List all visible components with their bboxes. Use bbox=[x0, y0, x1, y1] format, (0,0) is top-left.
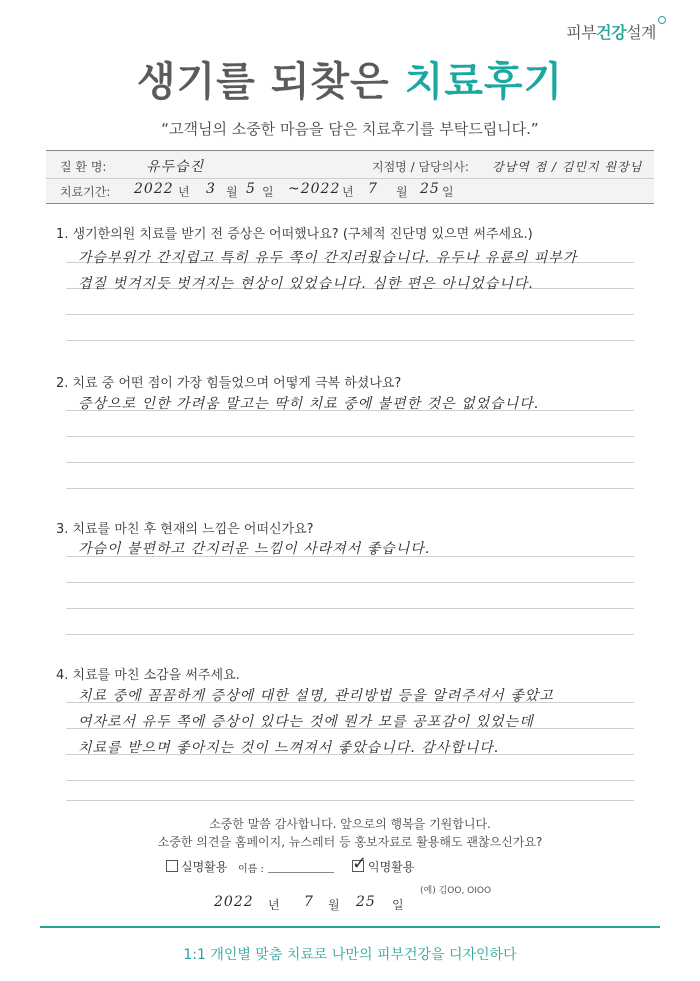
end-year[interactable]: ~2022 bbox=[288, 181, 341, 197]
signed-month[interactable]: 7 bbox=[304, 894, 314, 910]
closing-line-2: 소중한 의견을 홈페이지, 뉴스레터 등 홍보자료로 활용해도 괜찮으신가요? bbox=[157, 835, 543, 849]
period-label: 치료기간: bbox=[60, 185, 111, 199]
question-3: 3. 치료를 마친 후 현재의 느낌은 어떠신가요? bbox=[56, 522, 314, 537]
title-accent: 치료후기 bbox=[404, 59, 564, 105]
end-month-unit: 월 bbox=[396, 185, 408, 199]
footer-slogan: 1:1 개인별 맞춤 치료로 나만의 피부건강을 디자인하다 bbox=[183, 947, 517, 963]
info-row-period bbox=[46, 178, 654, 203]
page-title bbox=[0, 50, 700, 107]
closing-line-1: 소중한 말씀 감사합니다. 앞으로의 행복을 기원합니다. bbox=[209, 817, 491, 831]
answer-4-line-3: 치료를 받으며 좋아지는 것이 느껴져서 좋았습니다. 감사합니다. bbox=[78, 740, 500, 756]
ruled-line bbox=[66, 340, 634, 341]
ruled-line bbox=[66, 608, 634, 609]
start-month-unit: 월 bbox=[226, 185, 238, 199]
info-box bbox=[46, 150, 654, 204]
question-2: 2. 치료 중 어떤 점이 가장 힘들었으며 어떻게 극복 하셨나요? bbox=[56, 376, 402, 391]
answer-1-line-2: 겹질 벗겨지듯 벗겨지는 현상이 있었습니다. 심한 편은 아니었습니다. bbox=[78, 276, 534, 292]
ruled-line bbox=[66, 780, 634, 781]
anonymous-checkbox[interactable] bbox=[352, 853, 368, 874]
start-year[interactable]: 2022 bbox=[134, 181, 174, 197]
name-field-line[interactable] bbox=[268, 872, 334, 873]
brand-highlight: 건강 bbox=[596, 23, 627, 42]
brand-logo bbox=[566, 20, 656, 43]
brand-dot-icon bbox=[658, 16, 666, 24]
name-field-label: 이름 : bbox=[238, 864, 264, 875]
question-1: 1. 생기한의원 치료를 받기 전 증상은 어떠했나요? (구체적 진단명 있으면 써주세요.) bbox=[56, 227, 533, 242]
answer-4-line-2: 여자로서 유두 쪽에 증상이 있다는 것에 뭔가 모를 공포감이 있었는데 bbox=[78, 714, 534, 730]
end-year-unit: 년 bbox=[342, 185, 354, 199]
patient-label: 질 환 명: bbox=[60, 160, 107, 174]
clinic-label: 지점명 / 담당의사: bbox=[372, 160, 469, 174]
ruled-line bbox=[66, 634, 634, 635]
start-day[interactable]: 5 bbox=[246, 181, 256, 197]
answer-1-line-1: 가슴부위가 간지럽고 특히 유두 쪽이 간지러웠습니다. 유두나 유륜의 피부가 bbox=[78, 250, 578, 266]
info-row-patient bbox=[46, 153, 654, 179]
start-day-unit: 일 bbox=[262, 185, 274, 199]
real-name-checkbox[interactable] bbox=[166, 860, 178, 872]
title-main: 생기를 되찾은 bbox=[136, 59, 405, 105]
answer-4-line-1: 치료 중에 꼼꼼하게 증상에 대한 설명, 관리방법 등을 알려주셔서 좋았고 bbox=[78, 688, 554, 704]
brand-suffix: 설계 bbox=[626, 23, 656, 42]
ruled-line bbox=[66, 488, 634, 489]
patient-value[interactable]: 유두습진 bbox=[146, 159, 205, 175]
real-name-label: 실명활용 bbox=[181, 860, 228, 874]
page-subtitle: “고객님의 소중한 마음을 담은 치료후기를 부탁드립니다.” bbox=[161, 120, 539, 138]
ruled-line bbox=[66, 462, 634, 463]
ruled-line bbox=[66, 314, 634, 315]
answer-3-line-1: 가슴이 불편하고 간지러운 느낌이 사라져서 좋습니다. bbox=[78, 541, 431, 557]
name-example: (예) 김OO, OIOO bbox=[420, 886, 492, 896]
clinic-value[interactable]: 강남역 점 / 김민지 원장님 bbox=[492, 160, 643, 174]
signed-year[interactable]: 2022 bbox=[214, 894, 254, 910]
start-month[interactable]: 3 bbox=[206, 181, 216, 197]
ruled-line bbox=[66, 800, 634, 801]
check-mark-icon: ✓ bbox=[352, 853, 368, 874]
end-day-unit: 일 bbox=[442, 185, 454, 199]
ruled-line bbox=[66, 436, 634, 437]
end-day[interactable]: 25 bbox=[420, 181, 440, 197]
end-month[interactable]: 7 bbox=[368, 181, 378, 197]
signed-day-unit: 일 bbox=[392, 898, 404, 912]
footer-divider bbox=[40, 926, 660, 928]
brand-prefix: 피부 bbox=[566, 23, 597, 42]
ruled-line bbox=[66, 582, 634, 583]
anonymous-label: 익명활용 bbox=[368, 860, 415, 874]
signed-month-unit: 월 bbox=[328, 898, 340, 912]
signed-year-unit: 년 bbox=[268, 898, 280, 912]
signed-day[interactable]: 25 bbox=[356, 894, 376, 910]
question-4: 4. 치료를 마친 소감을 써주세요. bbox=[56, 668, 240, 683]
answer-2-line-1: 증상으로 인한 가려움 말고는 딱히 치료 중에 불편한 것은 없었습니다. bbox=[78, 396, 540, 412]
start-year-unit: 년 bbox=[178, 185, 190, 199]
